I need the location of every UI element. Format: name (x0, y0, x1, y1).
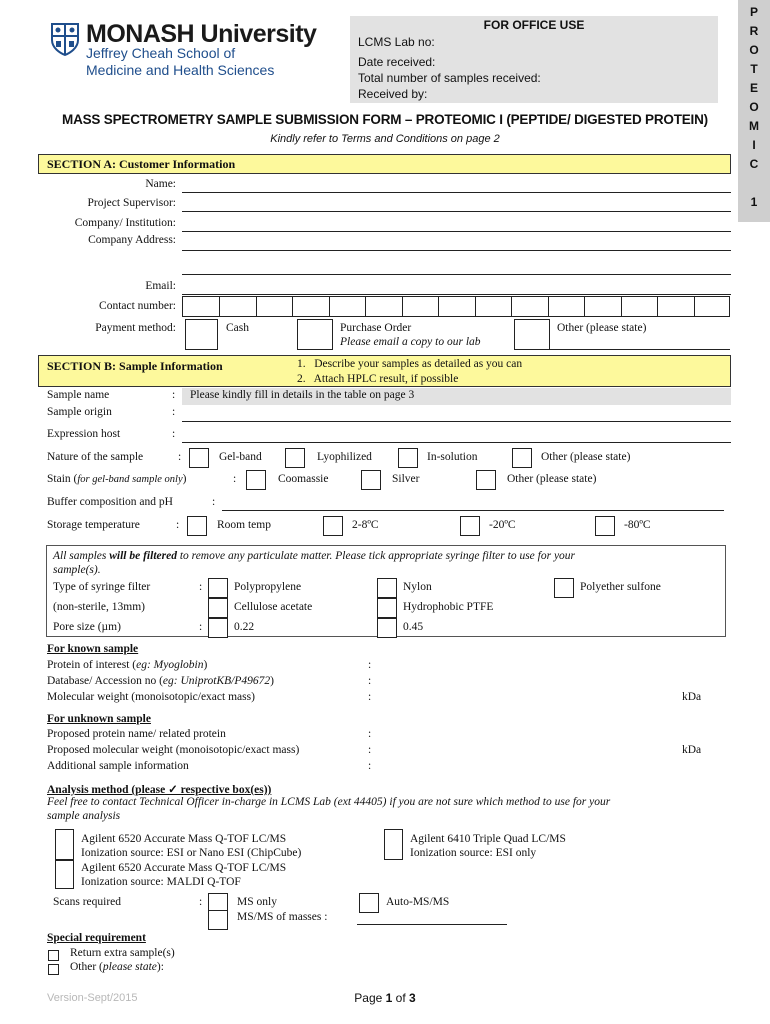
form-subtitle: Kindly refer to Terms and Conditions on page 2 (270, 133, 500, 145)
other-requirement-checkbox[interactable] (48, 964, 59, 975)
filter-cellulose-label: Cellulose acetate (234, 601, 313, 613)
section-b-note-1: 1. Describe your samples as detailed as you can (297, 358, 523, 370)
buffer-label: Buffer composition and pH (47, 496, 173, 508)
table-note-bar (182, 388, 731, 405)
name-label: Name: (145, 178, 176, 190)
storage-room-temp-checkbox[interactable] (187, 516, 207, 536)
scans-msms-checkbox[interactable] (208, 910, 228, 930)
nature-colon: : (178, 451, 182, 463)
additional-info-label: Additional sample information (47, 760, 189, 772)
method-qtof-maldi-line2: Ionization source: MALDI Q-TOF (81, 876, 241, 888)
other-requirement-label: Other (please state): (70, 961, 164, 973)
stain-coomassie-checkbox[interactable] (246, 470, 266, 490)
known-mw-label: Molecular weight (monoisotopic/exact mass) (47, 691, 255, 703)
storage-colon: : (176, 519, 180, 531)
payment-other-label: Other (please state) (557, 322, 647, 334)
payment-other-field[interactable] (550, 349, 730, 350)
expression-host-colon: : (172, 428, 176, 440)
storage-2-8c-checkbox[interactable] (323, 516, 343, 536)
nature-lyophilized-label: Lyophilized (317, 451, 372, 463)
nature-in-solution-label: In-solution (427, 451, 478, 463)
scans-auto-msms-checkbox[interactable] (359, 893, 379, 913)
stain-silver-checkbox[interactable] (361, 470, 381, 490)
scans-auto-msms-label: Auto-MS/MS (386, 896, 450, 908)
payment-po-note: Please email a copy to our lab (340, 336, 481, 348)
msms-masses-field[interactable] (357, 924, 507, 925)
storage-minus80c-label: -80ºC (624, 519, 651, 531)
sidebar-letter: E (749, 81, 758, 95)
filter-pore-022-label: 0.22 (234, 621, 255, 633)
sample-origin-label: Sample origin (47, 406, 112, 418)
buffer-colon: : (212, 496, 216, 508)
method-qtof-esi-checkbox[interactable] (55, 829, 74, 860)
database-label: Database/ Accession no (eg: UniprotKB/P49672) (47, 675, 274, 687)
supervisor-field[interactable] (182, 211, 731, 212)
nature-gel-band-label: Gel-band (219, 451, 262, 463)
address-label: Company Address: (88, 234, 176, 246)
name-field[interactable] (182, 192, 731, 193)
method-qtof-maldi-checkbox[interactable] (55, 860, 74, 889)
sidebar-letter: P (749, 5, 758, 19)
filter-polypropylene-label: Polypropylene (234, 581, 302, 593)
proposed-mw-unit: kDa (682, 744, 702, 756)
filter-polyether-checkbox[interactable] (554, 578, 574, 598)
proposed-mw-label: Proposed molecular weight (monoisotopic/exact mass) (47, 744, 300, 756)
section-b-note-2: 2. Attach HPLC result, if possible (297, 373, 459, 385)
additional-info-colon: : (368, 760, 372, 772)
filter-type-colon: : (199, 581, 203, 593)
filter-polypropylene-checkbox[interactable] (208, 578, 228, 598)
filter-ptfe-checkbox[interactable] (377, 598, 397, 618)
database-colon: : (368, 675, 372, 687)
payment-label: Payment method: (95, 322, 176, 334)
protein-of-interest-label: Protein of interest (eg: Myoglobin) (47, 659, 208, 671)
payment-cash-checkbox[interactable] (185, 319, 218, 350)
office-date-received: Date received: (358, 55, 436, 69)
method-qtof-esi-line1: Agilent 6520 Accurate Mass Q-TOF LC/MS (81, 833, 287, 845)
analysis-note-line1: Feel free to contact Technical Officer in-charge in LCMS Lab (ext 44405) if you are not sure which method to use for your (47, 796, 611, 808)
nature-gel-band-checkbox[interactable] (189, 448, 209, 468)
expression-host-field[interactable] (182, 442, 731, 443)
nature-other-checkbox[interactable] (512, 448, 532, 468)
proposed-mw-colon: : (368, 744, 372, 756)
sidebar-letter: R (749, 24, 759, 38)
sidebar-letter: I (752, 138, 756, 152)
proposed-protein-label: Proposed protein name/ related protein (47, 728, 226, 740)
university-name: MONASH University (86, 20, 317, 48)
office-total-samples: Total number of samples received: (358, 71, 541, 85)
sample-name-label: Sample name (47, 389, 110, 401)
nature-label: Nature of the sample (47, 451, 144, 463)
nature-in-solution-checkbox[interactable] (398, 448, 418, 468)
scans-ms-only-label: MS only (237, 896, 277, 908)
payment-cash-label: Cash (226, 322, 249, 334)
filter-cellulose-checkbox[interactable] (208, 598, 228, 618)
filter-type-label: Type of syringe filter (53, 581, 151, 593)
stain-coomassie-label: Coomassie (278, 473, 329, 485)
address-field-line2[interactable] (182, 274, 731, 275)
office-received-by: Received by: (358, 87, 428, 101)
method-triple-quad-checkbox[interactable] (384, 829, 403, 860)
company-field[interactable] (182, 231, 731, 232)
method-triple-quad-line2: Ionization source: ESI only (410, 847, 537, 859)
storage-2-8c-label: 2-8ºC (352, 519, 379, 531)
filter-nylon-label: Nylon (403, 581, 432, 593)
school-name-line1: Jeffrey Cheah School of (86, 45, 236, 61)
analysis-note-line2: sample analysis (47, 810, 121, 822)
email-field[interactable] (182, 294, 731, 295)
sample-name-colon: : (172, 389, 176, 401)
scans-msms-label: MS/MS of masses : (237, 911, 328, 923)
filter-sterile-label: (non-sterile, 13mm) (53, 601, 145, 613)
section-a-title: SECTION A: Customer Information (47, 157, 236, 171)
filter-pore-022-checkbox[interactable] (208, 618, 228, 638)
storage-minus80c-checkbox[interactable] (595, 516, 615, 536)
scans-label: Scans required (53, 896, 122, 908)
expression-host-label: Expression host (47, 428, 121, 440)
buffer-field[interactable] (222, 510, 724, 511)
section-b-header (38, 355, 731, 387)
unknown-sample-heading: For unknown sample (47, 713, 151, 725)
storage-minus20c-label: -20ºC (489, 519, 516, 531)
section-b-title: SECTION B: Sample Information (47, 359, 223, 373)
monash-crest-icon (50, 22, 80, 56)
filter-box (46, 545, 726, 637)
storage-room-temp-label: Room temp (217, 519, 271, 531)
protein-of-interest-colon: : (368, 659, 372, 671)
version-text: Version-Sept/2015 (47, 992, 138, 1004)
sample-origin-colon: : (172, 406, 176, 418)
scans-colon: : (199, 896, 203, 908)
return-sample-checkbox[interactable] (48, 950, 59, 961)
filter-pore-045-label: 0.45 (403, 621, 424, 633)
method-qtof-maldi-line1: Agilent 6520 Accurate Mass Q-TOF LC/MS (81, 862, 287, 874)
filter-pore-045-checkbox[interactable] (377, 618, 397, 638)
storage-minus20c-checkbox[interactable] (460, 516, 480, 536)
sidebar-letter: O (749, 43, 759, 57)
stain-label: Stain (for gel-band sample only) (47, 473, 187, 485)
known-mw-colon: : (368, 691, 372, 703)
proposed-protein-colon: : (368, 728, 372, 740)
proteomic-sidebar (738, 0, 770, 222)
known-sample-heading: For known sample (47, 643, 139, 655)
email-label: Email: (145, 280, 176, 292)
method-triple-quad-line1: Agilent 6410 Triple Quad LC/MS (410, 833, 566, 845)
stain-colon: : (233, 473, 237, 485)
office-use-title: FOR OFFICE USE (483, 18, 585, 32)
method-qtof-esi-line2: Ionization source: ESI or Nano ESI (ChipCube) (81, 847, 302, 859)
table-note-text: Please kindly fill in details in the table on page 3 (190, 389, 415, 401)
filter-ptfe-label: Hydrophobic PTFE (403, 601, 494, 613)
sidebar-letter: O (749, 100, 759, 114)
filter-polyether-label: Polyether sulfone (580, 581, 661, 593)
sidebar-number: 1 (750, 195, 758, 209)
office-use-box (350, 16, 718, 103)
section-a-header (38, 154, 731, 174)
nature-other-label: Other (please state) (541, 451, 631, 463)
office-lcms-lab-no: LCMS Lab no: (358, 35, 435, 49)
stain-silver-label: Silver (392, 473, 420, 485)
return-sample-label: Return extra sample(s) (70, 947, 175, 959)
storage-label: Storage temperature (47, 519, 140, 531)
filter-pore-colon: : (199, 621, 203, 633)
contact-number-cells[interactable] (182, 296, 730, 317)
contact-label: Contact number: (99, 300, 176, 312)
nature-lyophilized-checkbox[interactable] (285, 448, 305, 468)
filter-pore-label: Pore size (µm) (53, 621, 121, 633)
sidebar-letter: M (749, 119, 759, 133)
filter-nylon-checkbox[interactable] (377, 578, 397, 598)
known-mw-unit: kDa (682, 691, 702, 703)
company-label: Company/ Institution: (74, 217, 176, 229)
analysis-heading: Analysis method (please ✓ respective box(es)) (47, 784, 272, 796)
sidebar-letter: C (749, 157, 759, 171)
page-number: Page 1 of 3 (354, 991, 416, 1005)
form-title: MASS SPECTROMETRY SAMPLE SUBMISSION FORM – PROTEOMIC I (PEPTIDE/ DIGESTED PROTEIN) (62, 112, 708, 127)
address-field-line1[interactable] (182, 250, 731, 251)
payment-other-checkbox[interactable] (514, 319, 550, 350)
school-name-line2: Medicine and Health Sciences (86, 62, 275, 78)
payment-po-checkbox[interactable] (297, 319, 333, 350)
stain-other-label: Other (please state) (507, 473, 597, 485)
stain-other-checkbox[interactable] (476, 470, 496, 490)
filter-note-line2: sample(s). (53, 564, 101, 576)
sidebar-letter: T (750, 62, 758, 76)
filter-note-line1: All samples will be filtered to remove any particulate matter. Please tick appropriate syringe filter to use for your (53, 550, 576, 562)
sample-origin-field[interactable] (182, 421, 731, 422)
special-heading: Special requirement (47, 932, 146, 944)
payment-po-label: Purchase Order (340, 322, 412, 334)
supervisor-label: Project Supervisor: (87, 197, 176, 209)
